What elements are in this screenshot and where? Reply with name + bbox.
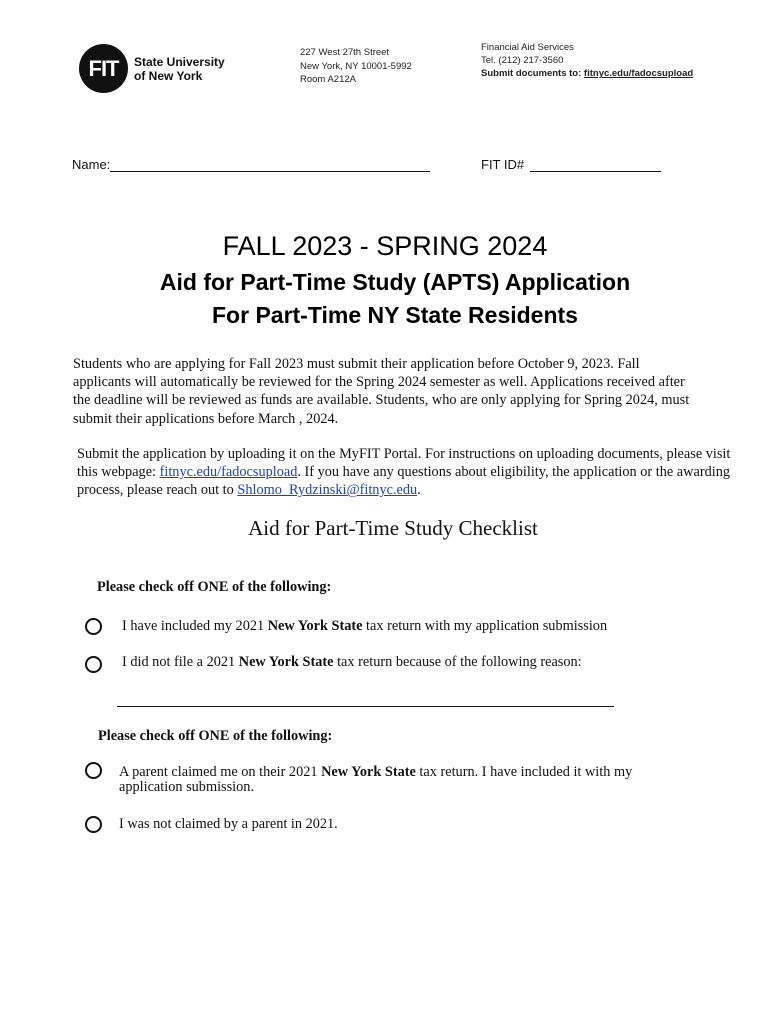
upload-instructions-link[interactable]: fitnyc.edu/fadocsupload: [159, 464, 298, 481]
section-1-heading: Please check off ONE of the following:: [97, 579, 332, 595]
option-not-claimed-label: I was not claimed by a parent in 2021.: [119, 816, 338, 832]
audience-title: For Part-Time NY State Residents: [212, 302, 578, 328]
checklist-title: Aid for Part-Time Study Checklist: [248, 516, 538, 540]
option-not-claimed-radio[interactable]: [85, 816, 102, 833]
name-field[interactable]: [72, 157, 430, 172]
fit-logo-mark: FIT: [79, 44, 128, 93]
fit-id-field[interactable]: [481, 157, 661, 172]
submit-documents-link[interactable]: fitnyc.edu/fadocsupload: [583, 68, 694, 79]
fit-id-input-line[interactable]: [530, 159, 661, 172]
fit-id-label: FIT ID#: [481, 157, 525, 172]
option-did-not-file-radio[interactable]: [85, 656, 102, 673]
section-2-heading: Please check off ONE of the following:: [98, 728, 333, 744]
option-tax-return-included-radio[interactable]: [85, 618, 102, 635]
program-title: Aid for Part-Time Study (APTS) Application: [159, 269, 631, 295]
option-did-not-file-label: I did not file a 2021 New York State tax return because of the following reason:: [122, 654, 582, 670]
submission-paragraph: Submit the application by uploading it on the MyFIT Portal. For instructions on uploading documents, please visit this webpage: fitnyc.edu/fadocsupload. If you have any questions about eligibility, the application or the awarding process, please reach out to Shlomo_Rydzinski@fitnyc.edu.: [77, 446, 731, 499]
deadline-paragraph: Students who are applying for Fall 2023 must submit their application before October 9, 2023. Fall applicants will automatically be reviewed for the Spring 2024 semester as well. Applications received after the deadline will be reviewed as funds are available. Students, who are only applying for Spring 2024, must submit their applications before March , 2024.: [73, 356, 690, 427]
name-label: Name:: [72, 157, 111, 172]
suny-logo-text: State University of New York: [134, 55, 225, 83]
term-title: FALL 2023 - SPRING 2024: [222, 231, 548, 261]
contact-email-link[interactable]: Shlomo_Rydzinski@fitnyc.edu: [237, 482, 418, 499]
option-parent-claimed-label: A parent claimed me on their 2021 New York State tax return. I have included it with my application submission.: [119, 764, 633, 795]
name-input-line[interactable]: [110, 159, 430, 172]
office-address: 227 West 27th Street New York, NY 10001-5992 Room A212A: [300, 47, 412, 85]
option-parent-claimed-radio[interactable]: [85, 762, 102, 779]
reason-input-line[interactable]: [117, 706, 614, 707]
financial-aid-contact: Financial Aid Services Tel. (212) 217-3560 Submit documents to: fitnyc.edu/fadocsupload: [481, 42, 694, 79]
option-tax-return-included-label: I have included my 2021 New York State tax return with my application submission: [122, 618, 608, 634]
